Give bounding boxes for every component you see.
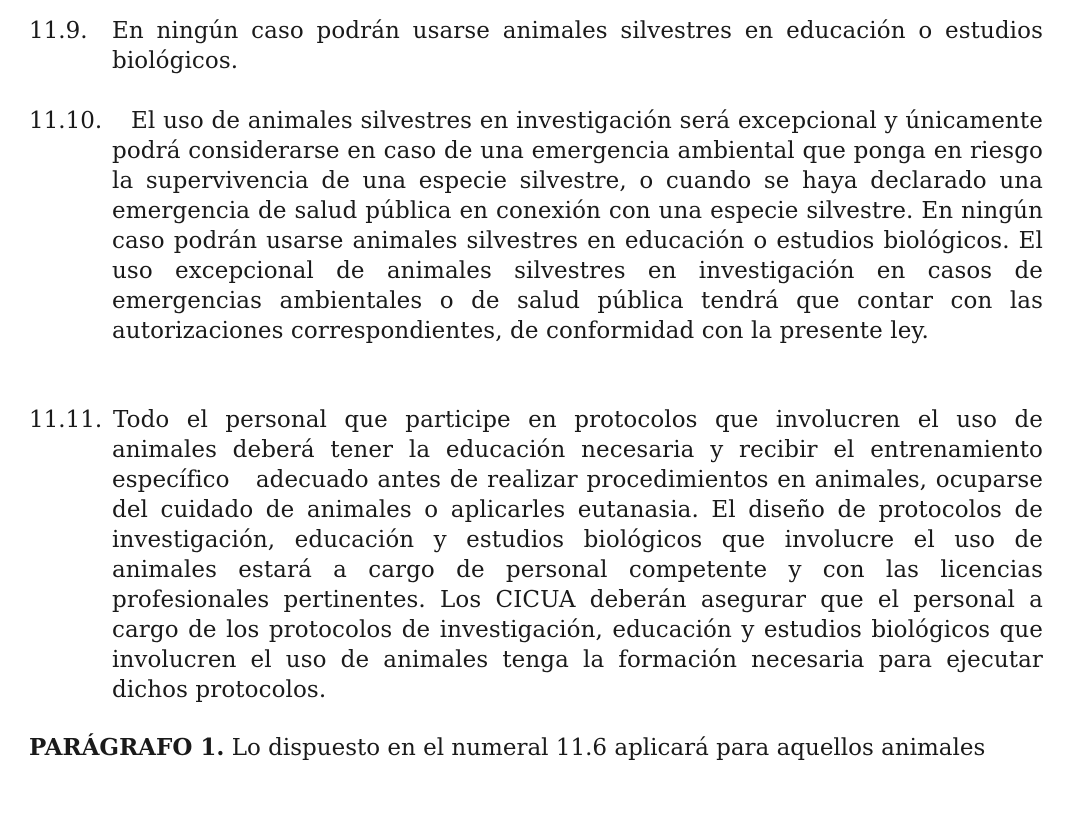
- item-text: En ningún caso podrán usarse animales silvestres en educación o estudios biológicos.: [112, 18, 1051, 74]
- paragraph-1: [29, 733, 1043, 763]
- list-item-11-9: [0, 16, 1080, 76]
- paragraph-text: Lo dispuesto en el numeral 11.6 aplicará para aquellos animales: [231, 735, 986, 761]
- list-item-11-11: [0, 405, 1080, 705]
- paragraph-label: PARÁGRAFO 1.: [29, 734, 225, 761]
- item-number: 11.9.: [29, 18, 88, 44]
- item-number: 11.10.: [29, 108, 103, 134]
- item-number: 11.11.: [29, 407, 103, 433]
- item-text: Todo el personal que participe en protocolos que involucren el uso de animales deberá tener la educación necesaria y recibir el entrenamiento específico adecuado antes de realizar procedimientos en animales, ocuparse del cuidado de animales o aplicarles eutanasia. El diseño de protocolos de investigación, educación y estudios biológicos que involucre el uso de animales estará a cargo de personal competente y con las licencias profesionales pertinentes. Los CICUA deberán asegurar que el personal a cargo de los protocolos de investigación, educación y estudios biológicos que involucren el uso de animales tenga la formación necesaria para ejecutar dichos protocolos.: [112, 407, 1051, 703]
- item-text: El uso de animales silvestres en investigación será excepcional y únicamente podrá considerarse en caso de una emergencia ambiental que ponga en riesgo la supervivencia de una especie silvestre, o cuando se haya declarado una emergencia de salud pública en conexión con una especie silvestre. En ningún caso podrán usarse animales silvestres en educación o estudios biológicos. El uso excepcional de animales silvestres en investigación en casos de emergencias ambientales o de salud pública tendrá que contar con las autorizaciones correspondientes, de conformidad con la presente ley.: [112, 108, 1051, 344]
- list-item-11-10: [0, 106, 1080, 376]
